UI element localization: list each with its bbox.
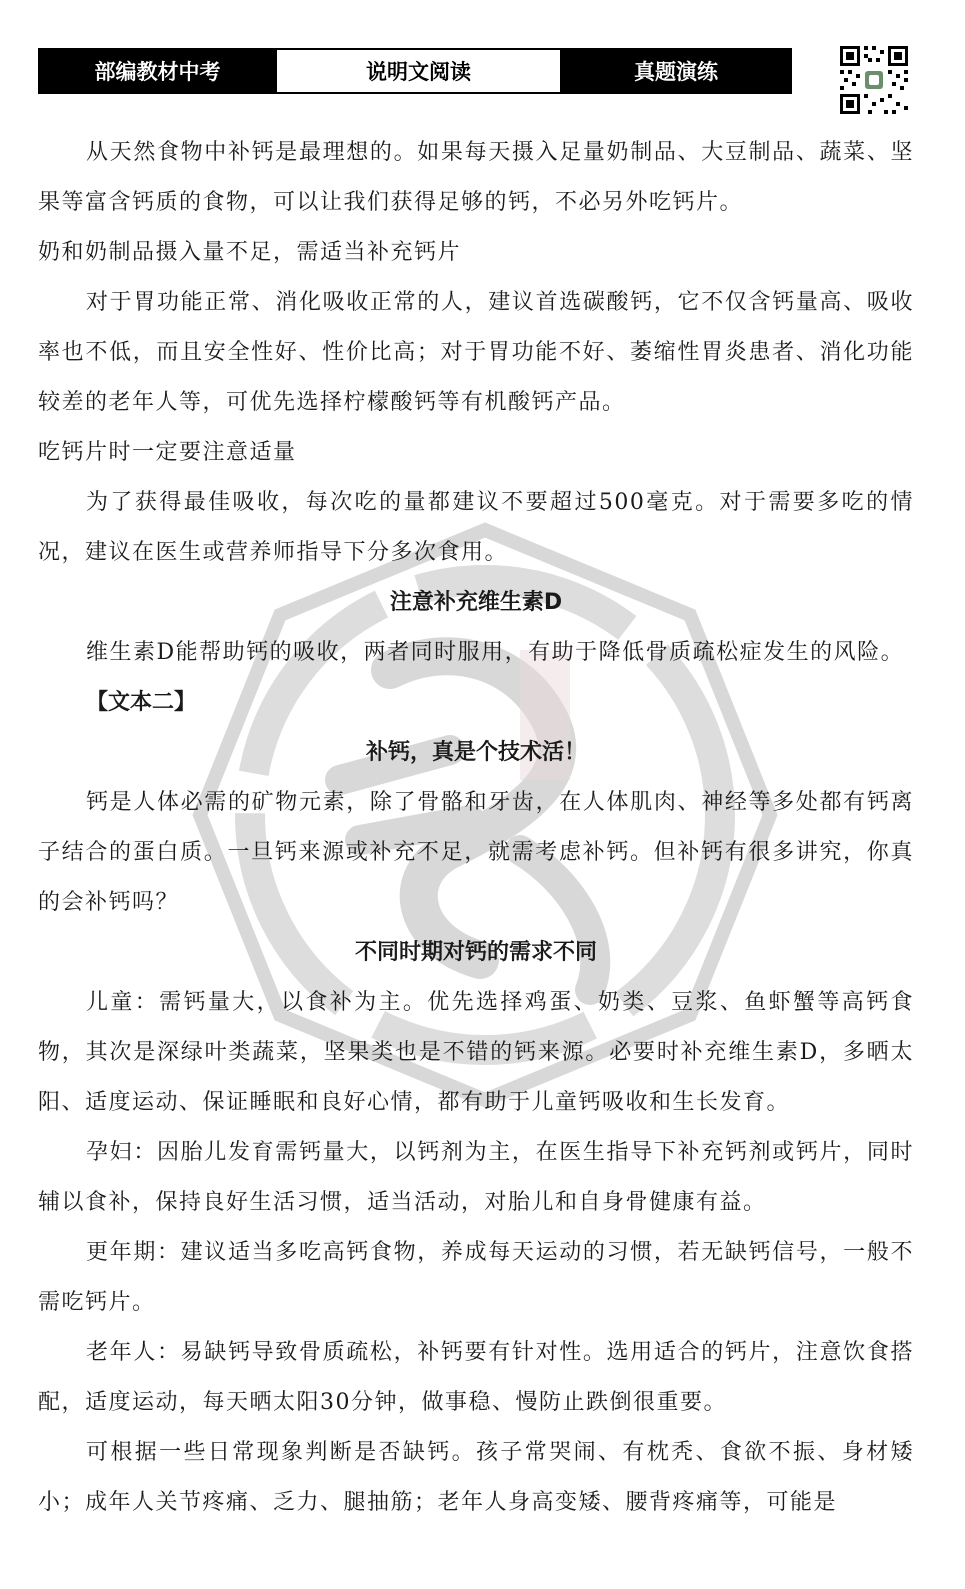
paragraph-deficiency-signs: 可根据一些日常现象判断是否缺钙。孩子常哭闹、有枕秃、食欲不振、身材矮小；成年人关节疼痛、乏力、腿抽筋；老年人身高变矮、腰背疼痛等，可能是 (38, 1440, 914, 1515)
section-title-needs: 不同时期对钙的需求不同 (354, 940, 597, 965)
header-left: 部编教材中考 (40, 50, 275, 92)
paragraph-elderly: 老年人：易缺钙导致骨质疏松，补钙要有针对性。选用适合的钙片，注意饮食搭配，适度运动，每天晒太阳30分钟，做事稳、慢防止跌倒很重要。 (38, 1340, 914, 1415)
subheading-dosage: 吃钙片时一定要注意适量 (38, 440, 297, 465)
text-two-label: 【文本二】 (86, 690, 197, 715)
header-right: 真题演练 (562, 50, 790, 92)
header-center: 说明文阅读 (275, 50, 562, 92)
article-title: 补钙，真是个技术活！ (365, 740, 586, 765)
paragraph-calcium-carbonate: 对于胃功能正常、消化吸收正常的人，建议首选碳酸钙，它不仅含钙量高、吸收率也不低，而且安全性好、性价比高；对于胃功能不好、萎缩性胃炎患者、消化功能较差的老年人等，可优先选择柠檬酸钙等有机酸钙产品。 (38, 290, 914, 415)
paragraph-dosage: 为了获得最佳吸收，每次吃的量都建议不要超过500毫克。对于需要多吃的情况，建议在医生或营养师指导下分多次食用。 (38, 490, 914, 565)
qr-code-icon (838, 44, 910, 116)
paragraph-intro: 钙是人体必需的矿物元素，除了骨骼和牙齿，在人体肌肉、神经等多处都有钙离子结合的蛋白质。一旦钙来源或补充不足，就需考虑补钙。但补钙有很多讲究，你真的会补钙吗？ (38, 790, 914, 915)
paragraph-pregnant: 孕妇：因胎儿发育需钙量大，以钙剂为主，在医生指导下补充钙剂或钙片，同时辅以食补，保持良好生活习惯，适当活动，对胎儿和自身骨健康有益。 (38, 1140, 914, 1215)
paragraph-children: 儿童：需钙量大，以食补为主。优先选择鸡蛋、奶类、豆浆、鱼虾蟹等高钙食物，其次是深绿叶类蔬菜，坚果类也是不错的钙来源。必要时补充维生素D，多晒太阳、适度运动、保证睡眠和良好心情，都有助于儿童钙吸收和生长发育。 (38, 990, 914, 1115)
header-bar (38, 48, 792, 94)
section-title-vitamin-d: 注意补充维生素D (389, 590, 563, 615)
document-body (38, 128, 914, 1528)
paragraph-calcium-from-food: 从天然食物中补钙是最理想的。如果每天摄入足量奶制品、大豆制品、蔬菜、坚果等富含钙质的食物，可以让我们获得足够的钙，不必另外吃钙片。 (38, 140, 914, 215)
subheading-dairy: 奶和奶制品摄入量不足，需适当补充钙片 (38, 240, 462, 265)
paragraph-menopause: 更年期：建议适当多吃高钙食物，养成每天运动的习惯，若无缺钙信号，一般不需吃钙片。 (38, 1240, 914, 1315)
paragraph-vitamin-d: 维生素D能帮助钙的吸收，两者同时服用，有助于降低骨质疏松症发生的风险。 (86, 640, 905, 665)
